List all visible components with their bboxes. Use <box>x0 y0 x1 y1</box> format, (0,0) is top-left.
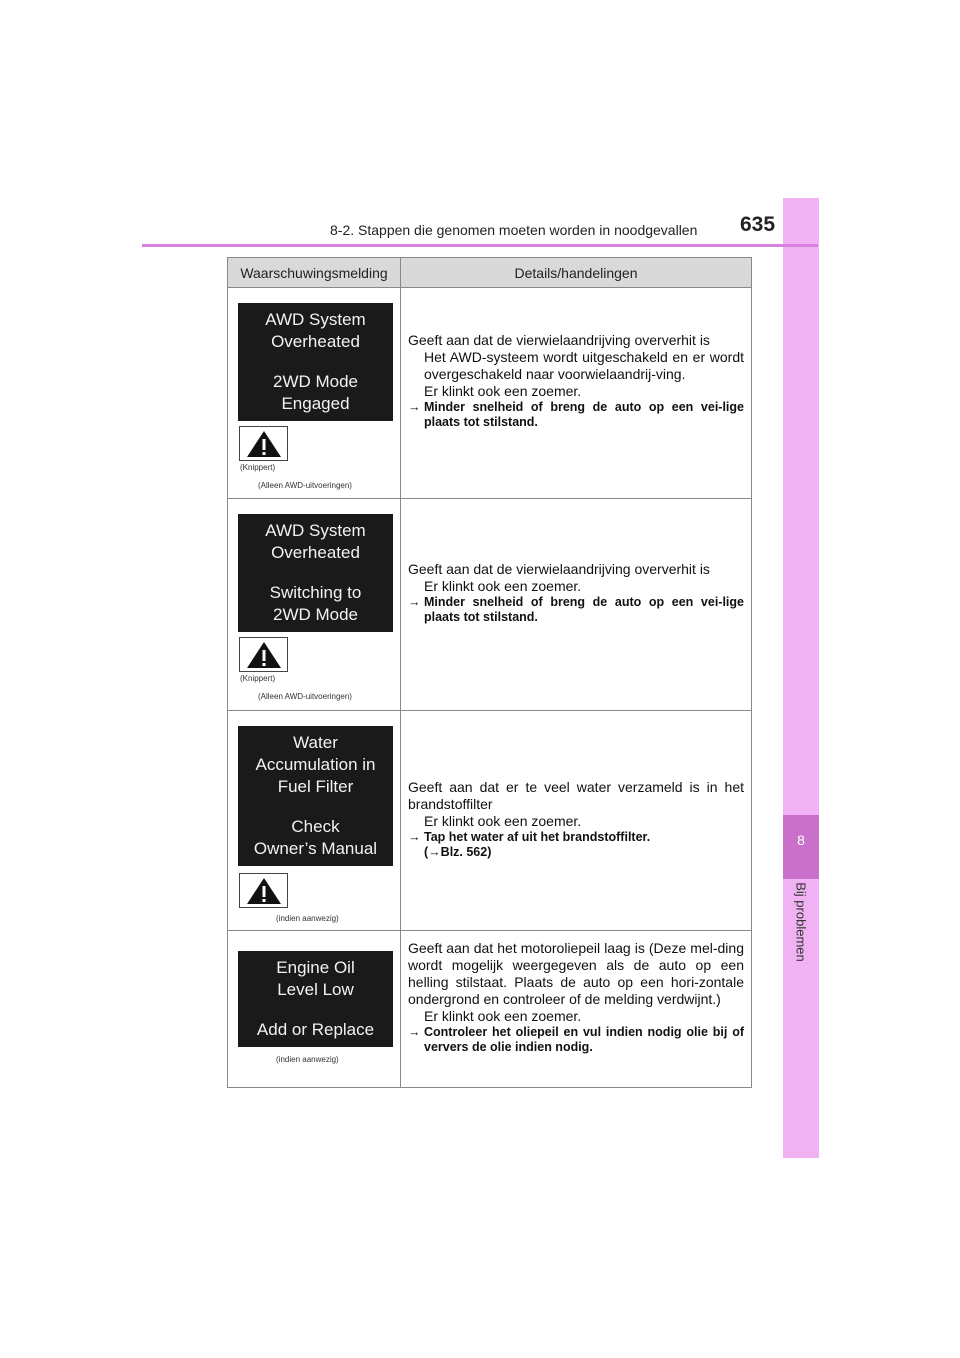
chapter-label: Bij problemen <box>793 882 809 962</box>
table-row <box>228 710 751 930</box>
description-text: Geeft aan dat de vierwielaandrijving oververhit is Het AWD-systeem wordt uitgeschakeld en er wordt overgeschakeld naar voorwielaandrij-ving. Er klinkt ook een zoemer. → Minder snelheid of breng de auto op een vei-lige plaats tot stilstand. <box>408 332 744 429</box>
availability-note: (Alleen AWD-uitvoeringen) <box>258 692 352 701</box>
page-number: 635 <box>740 213 776 236</box>
display-screen: AWD System Overheated 2WD Mode Engaged <box>238 303 393 421</box>
column-header-message: Waarschuwingsmelding <box>228 258 401 287</box>
icon-caption: (Knippert) <box>240 463 276 472</box>
warning-triangle-icon <box>239 873 288 908</box>
column-header-details: Details/handelingen <box>514 264 638 281</box>
availability-note: (Alleen AWD-uitvoeringen) <box>258 481 352 490</box>
availability-note: (indien aanwezig) <box>276 1055 339 1064</box>
display-screen: AWD System Overheated Switching to 2WD Mode <box>238 514 393 632</box>
side-tab <box>783 198 819 1158</box>
table-row <box>228 287 751 498</box>
header-rule <box>142 244 818 247</box>
warning-table <box>227 257 752 1088</box>
description-text: Geeft aan dat de vierwielaandrijving oververhit is Er klinkt ook een zoemer. → Minder snelheid of breng de auto op een vei-lige plaats tot stilstand. <box>408 561 744 624</box>
description-text: Geeft aan dat er te veel water verzameld is in het brandstoffilter Er klinkt ook een zoemer. → Tap het water af uit het brandstoffilter. (→Blz. 562) <box>408 779 744 859</box>
warning-triangle-icon <box>239 426 288 461</box>
arrow-icon: → <box>408 1025 421 1039</box>
section-title: 8-2. Stappen die genomen moeten worden in noodgevallen <box>330 222 698 238</box>
table-row <box>228 498 751 710</box>
availability-note: (indien aanwezig) <box>276 914 339 923</box>
display-screen: Engine Oil Level Low Add or Replace <box>238 951 393 1047</box>
table-header-row <box>228 258 751 287</box>
table-row <box>228 930 751 1087</box>
arrow-icon: → <box>408 595 421 609</box>
arrow-icon: → <box>408 400 421 414</box>
chapter-number: 8 <box>797 832 805 848</box>
arrow-icon: → <box>408 830 421 844</box>
warning-triangle-icon <box>239 637 288 672</box>
icon-caption: (Knippert) <box>240 674 276 683</box>
display-screen: Water Accumulation in Fuel Filter Check Owner’s Manual <box>238 726 393 866</box>
description-text: Geeft aan dat het motoroliepeil laag is (Deze mel-ding wordt mogelijk weergegeven als de auto op een helling stilstaat. Plaats de auto op een hori-zontale ondergrond en controleer of de melding verdwijnt.) Er klinkt ook een zoemer. → Controleer het oliepeil en vul indien nodig olie bij of ververs de olie indien nodig. <box>408 940 744 1054</box>
